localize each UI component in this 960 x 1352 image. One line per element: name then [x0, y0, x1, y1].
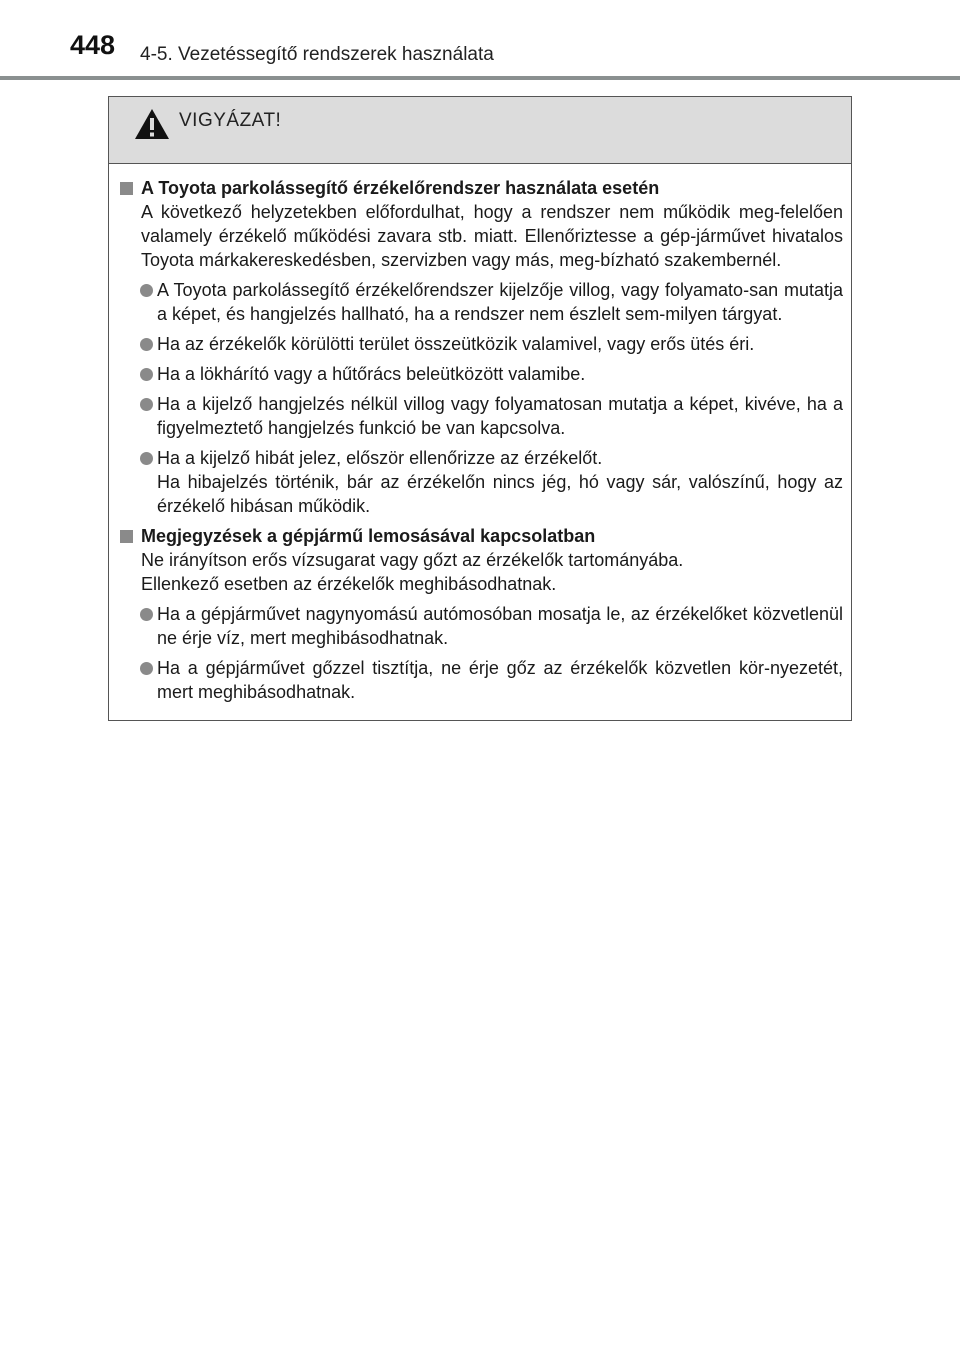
paragraph: A következő helyzetekben előfordulhat, hogy a rendszer nem működik meg-felelően valamely érzékelő működési zavara stb. miatt. Ellenőriztesse a gép-járművet hivatalos Toyota márkakereskedésben, szervizben vagy más, meg-bízható szakembernél.: [141, 202, 843, 270]
list-item: Ha a kijelző hangjelzés nélkül villog vagy folyamatosan mutatja a képet, kivéve, ha a figyelmeztető hangjelzés funkció be van kapcsolva.: [117, 392, 843, 440]
list-item: Ha a gépjárművet nagynyomású autómosóban mosatja le, az érzékelőket közvetlenül ne érje víz, mert meghibásodhatnak.: [117, 602, 843, 650]
round-bullet-icon: [140, 284, 153, 297]
header-divider: [0, 76, 960, 80]
page-header: [0, 0, 960, 78]
list-item: A Toyota parkolássegítő érzékelőrendszer kijelzője villog, vagy folyamato-san mutatja a képet, és hangjelzés hallható, ha a rendszer nem észlelt sem-milyen tárgyat.: [117, 278, 843, 326]
round-bullet-icon: [140, 608, 153, 621]
warning-box: [108, 96, 852, 721]
warning-triangle-icon: [134, 108, 170, 140]
list-item: Ha a lökhárító vagy a hűtőrács beleütközött valamibe.: [117, 362, 843, 386]
round-bullet-icon: [140, 662, 153, 675]
page-number: 448: [70, 30, 116, 60]
square-bullet-icon: [120, 182, 133, 195]
square-bullet-icon: [120, 530, 133, 543]
paragraph: Ellenkező esetben az érzékelők meghibásodhatnak.: [141, 574, 557, 594]
round-bullet-icon: [140, 338, 153, 351]
warning-label: VIGYÁZAT!: [179, 110, 282, 131]
list-item: Ha az érzékelők körülötti terület összeütközik valamivel, vagy erős ütés éri.: [117, 332, 843, 356]
list-item: Ha a gépjárművet gőzzel tisztítja, ne érje gőz az érzékelők közvetlen kör-nyezetét, mert meghibásodhatnak.: [117, 656, 843, 704]
round-bullet-icon: [140, 452, 153, 465]
round-bullet-icon: [140, 398, 153, 411]
section-heading-washing: Megjegyzések a gépjármű lemosásával kapcsolatban: [117, 524, 843, 548]
section-heading-parking-sensor: A Toyota parkolássegítő érzékelőrendszer használata esetén: [117, 176, 843, 200]
round-bullet-icon: [140, 368, 153, 381]
section-title: 4-5. Vezetéssegítő rendszerek használata: [140, 44, 494, 65]
list-item: Ha a kijelző hibát jelez, először ellenőrizze az érzékelőt. Ha hibajelzés történik, bár az érzékelőn nincs jég, hó vagy sár, valószínű, hogy az érzékelő hibásan működik.: [117, 446, 843, 518]
warning-content: [109, 164, 851, 704]
paragraph: Ne irányítson erős vízsugarat vagy gőzt az érzékelők tartományába.: [141, 550, 684, 570]
warning-header: [109, 97, 851, 164]
